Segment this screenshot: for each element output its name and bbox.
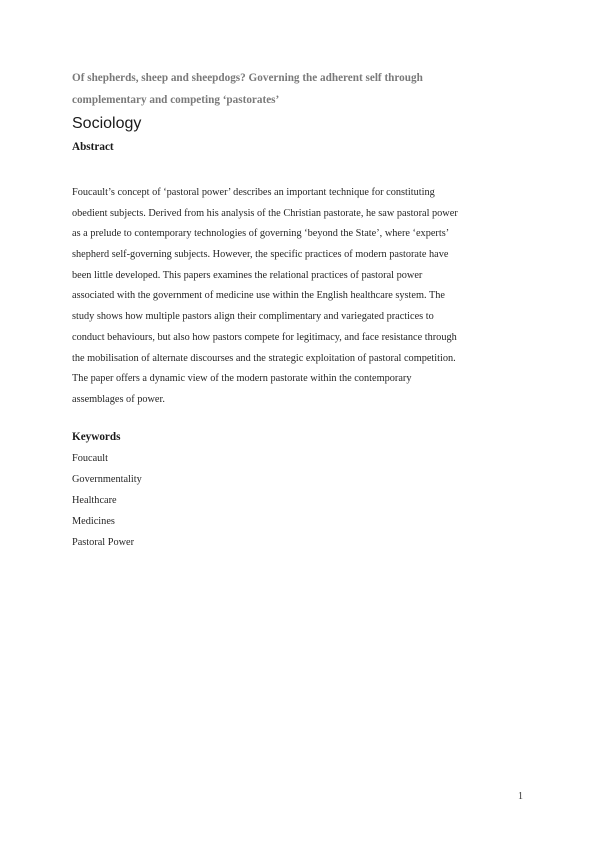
keywords-heading: Keywords xyxy=(72,431,121,443)
page-number: 1 xyxy=(518,791,523,802)
abstract-line: study shows how multiple pastors align their complimentary and variegated practices to xyxy=(72,311,434,323)
abstract-line: the mobilisation of alternate discourses and the strategic exploitation of pastoral competition. xyxy=(72,352,456,364)
keyword-item: Healthcare xyxy=(72,495,117,506)
abstract-line: conduct behaviours, but also how pastors compete for legitimacy, and face resistance through xyxy=(72,331,457,343)
journal-name: Sociology xyxy=(72,115,142,132)
abstract-body xyxy=(72,183,532,411)
abstract-line: obedient subjects. Derived from his analysis of the Christian pastorate, he saw pastoral power xyxy=(72,207,458,219)
abstract-line: shepherd self-governing subjects. However, the specific practices of modern pastorate have xyxy=(72,249,449,261)
keyword-item: Foucault xyxy=(72,453,109,464)
abstract-heading: Abstract xyxy=(72,141,114,153)
abstract-line: assemblages of power. xyxy=(72,393,165,405)
abstract-line: been little developed. This papers examines the relational practices of pastoral power xyxy=(72,269,423,281)
keyword-item: Pastoral Power xyxy=(72,537,135,548)
abstract-line: Foucault’s concept of ‘pastoral power’ describes an important technique for constituting xyxy=(72,187,435,198)
keywords-list xyxy=(72,448,142,553)
paper-title-line-1: Of shepherds, sheep and sheepdogs? Governing the adherent self through xyxy=(72,72,423,84)
keyword-item: Governmentality xyxy=(72,474,142,485)
keyword-item: Medicines xyxy=(72,516,115,527)
paper-title-line-2: complementary and competing ‘pastorates’ xyxy=(72,94,280,106)
abstract-line: The paper offers a dynamic view of the modern pastorate within the contemporary xyxy=(72,373,412,385)
abstract-line: associated with the government of medicine use within the English healthcare system. The xyxy=(72,290,445,302)
abstract-line: as a prelude to contemporary technologies of governing ‘beyond the State’, where ‘experts’ xyxy=(72,228,450,240)
